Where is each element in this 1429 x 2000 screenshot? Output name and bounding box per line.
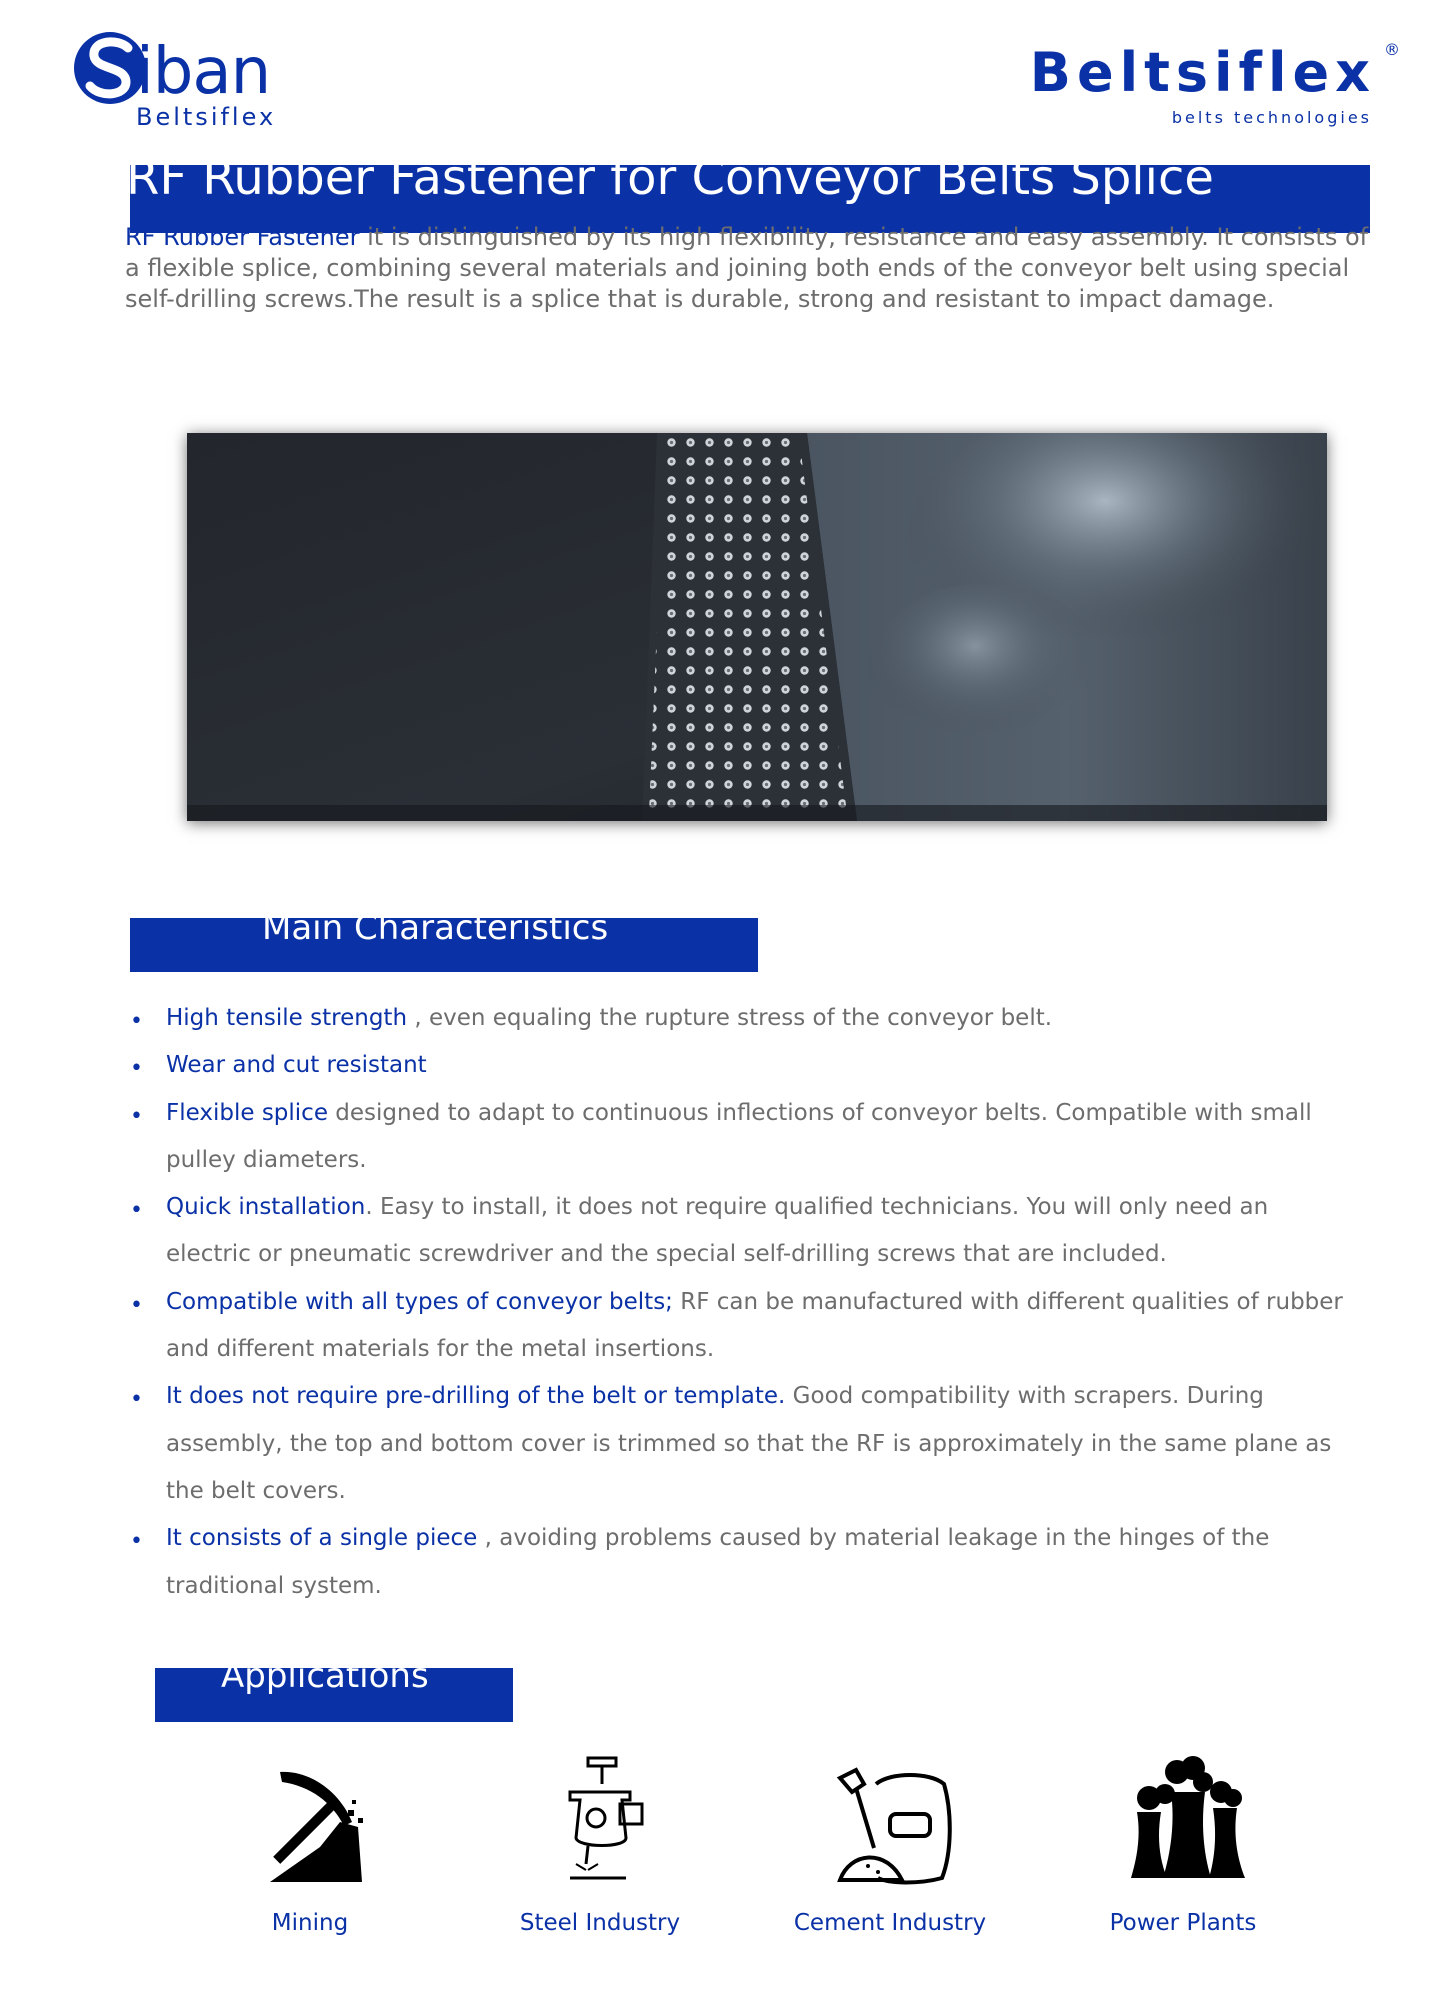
item-text: designed to adapt to continuous inflections of conveyor belts. Compatible with small pulley diameters. xyxy=(166,1099,1312,1173)
characteristics-heading: Main Characteristics xyxy=(262,908,609,948)
registered-mark: ® xyxy=(1384,40,1400,59)
item-highlight: Flexible splice xyxy=(166,1099,328,1126)
item-highlight: Compatible with all types of conveyor belts; xyxy=(166,1288,673,1315)
bullet-icon: • xyxy=(130,1292,143,1318)
belt-splice-photo xyxy=(187,433,1327,821)
item-text: , even equaling the rupture stress of the conveyor belt. xyxy=(407,1005,1053,1031)
applications-heading: Applications xyxy=(221,1656,429,1696)
item-highlight: It consists of a single piece xyxy=(166,1525,478,1552)
item-highlight: Wear and cut resistant xyxy=(166,1052,427,1079)
list-item xyxy=(126,1279,1346,1374)
siban-logo-word: iban xyxy=(136,35,271,109)
application-label: Mining xyxy=(271,1910,349,1936)
list-item xyxy=(126,1515,1346,1610)
beltsiflex-logo xyxy=(1029,40,1400,132)
cement-bag-icon xyxy=(820,1752,960,1892)
item-text: RF can be manufactured with different qualities of rubber and different materials for the metal insertions. xyxy=(166,1288,1343,1363)
bullet-icon: • xyxy=(130,1529,143,1555)
item-highlight: It does not require pre-drilling of the belt or template. xyxy=(166,1383,786,1410)
application-steel-industry xyxy=(500,1752,700,1942)
list-item xyxy=(126,1090,1346,1185)
item-highlight: Quick installation xyxy=(166,1194,366,1221)
siban-logo-subtitle: Beltsiflex xyxy=(136,103,277,131)
intro-paragraph xyxy=(125,222,1375,315)
application-cement-industry xyxy=(790,1752,990,1942)
pickaxe-icon xyxy=(240,1752,380,1892)
characteristics-list xyxy=(126,995,1346,1610)
intro-highlight: RF Rubber Fastener xyxy=(125,223,360,251)
bullet-icon: • xyxy=(130,1387,143,1413)
bullet-icon: • xyxy=(130,1056,143,1082)
bullet-icon: • xyxy=(130,1198,143,1224)
siban-logo xyxy=(74,26,314,130)
list-item xyxy=(126,1042,1346,1089)
application-label: Steel Industry xyxy=(519,1910,681,1936)
application-power-plants xyxy=(1083,1752,1283,1942)
item-text: , avoiding problems caused by material leakage in the hinges of the traditional system. xyxy=(166,1525,1270,1599)
application-mining xyxy=(210,1752,410,1942)
list-item xyxy=(126,1184,1346,1279)
page-title: RF Rubber Fastener for Conveyor Belts Splice xyxy=(126,150,1214,206)
application-label: Cement Industry xyxy=(793,1910,987,1936)
item-highlight: High tensile strength xyxy=(166,1005,408,1031)
belt-splice-image xyxy=(187,433,1327,821)
intro-text: it is distinguished by its high flexibility, resistance and easy assembly. It consists of a flexible splice, combining several materials and joining both ends of the conveyor belt using special self-drilling screws.The result is a splice that is durable, strong and resistant to impact damage. xyxy=(125,223,1369,313)
list-item xyxy=(126,1373,1346,1515)
item-text: . Easy to install, it does not require qualified technicians. You will only need an electric or pneumatic screwdriver and the special self-drilling screws that are included. xyxy=(166,1194,1269,1268)
application-label: Power Plants xyxy=(1109,1910,1257,1936)
cooling-tower-icon xyxy=(1113,1752,1253,1892)
beltsiflex-logo-word: Beltsiflex xyxy=(1029,41,1376,104)
beltsiflex-logo-tagline: belts technologies xyxy=(1171,108,1372,127)
item-text: Good compatibility with scrapers. During assembly, the top and bottom cover is trimmed so that the RF is approximately in the same plane as the belt covers. xyxy=(166,1383,1332,1504)
bullet-icon: • xyxy=(130,1103,143,1129)
list-item xyxy=(126,995,1346,1042)
ladle-icon xyxy=(530,1752,670,1892)
bullet-icon: • xyxy=(130,1009,143,1034)
